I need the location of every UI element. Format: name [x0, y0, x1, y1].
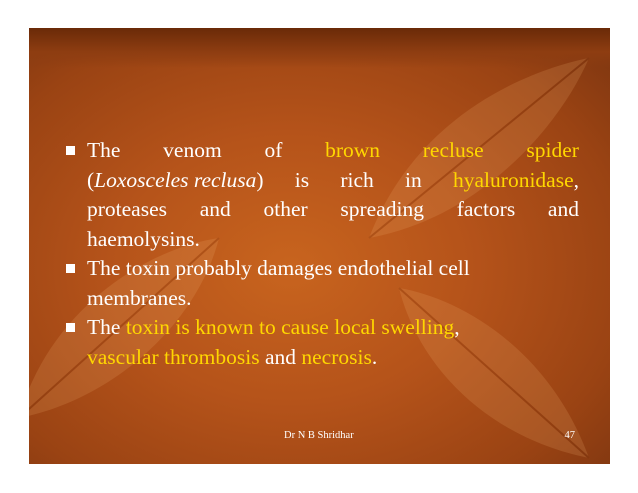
square-bullet-icon	[66, 264, 75, 273]
text-line	[87, 313, 579, 343]
author-name: Dr N B Shridhar	[284, 430, 354, 441]
word: spreading	[340, 197, 424, 221]
text-line	[87, 254, 579, 284]
slide	[29, 28, 610, 464]
word: and	[259, 344, 302, 369]
highlight-phrase: vascular thrombosis	[87, 344, 260, 369]
highlight-word: spider	[526, 138, 579, 162]
bullet-item	[59, 313, 579, 372]
word: .	[371, 344, 378, 369]
text-line	[87, 284, 579, 314]
word: of	[264, 138, 283, 162]
square-bullet-icon	[66, 146, 75, 155]
word: is	[294, 167, 310, 192]
highlight-word: brown	[325, 138, 381, 162]
highlight-word: recluse	[422, 138, 484, 162]
text-line	[87, 225, 579, 255]
sentence: The toxin probably damages endothelial cell	[87, 256, 470, 280]
text-line	[87, 195, 579, 225]
highlight-phrase: toxin is known to cause local swelling	[125, 315, 455, 339]
slide-footer	[29, 430, 610, 450]
species-name: (Loxosceles reclusa)	[87, 167, 264, 192]
highlight-phrase: necrosis	[301, 344, 372, 369]
enzyme-term: hyaluronidase,	[453, 167, 579, 192]
text-line	[87, 136, 579, 166]
word: and	[547, 197, 579, 221]
word: The	[87, 315, 126, 339]
text-line	[87, 343, 579, 373]
page-number: 47	[564, 430, 575, 441]
word: The	[87, 138, 121, 162]
bullet-list	[59, 136, 579, 372]
word: in	[405, 167, 422, 192]
word: and	[199, 197, 231, 221]
bullet-item	[59, 136, 579, 254]
word: factors	[456, 197, 516, 221]
bullet-item	[59, 254, 579, 313]
word: other	[263, 197, 308, 221]
square-bullet-icon	[66, 323, 75, 332]
sentence: membranes.	[87, 285, 192, 310]
word: venom	[163, 138, 222, 162]
word: proteases	[87, 197, 167, 221]
word: haemolysins.	[87, 226, 200, 251]
word: rich	[340, 167, 374, 192]
word: ,	[454, 315, 460, 339]
text-line	[87, 166, 579, 196]
